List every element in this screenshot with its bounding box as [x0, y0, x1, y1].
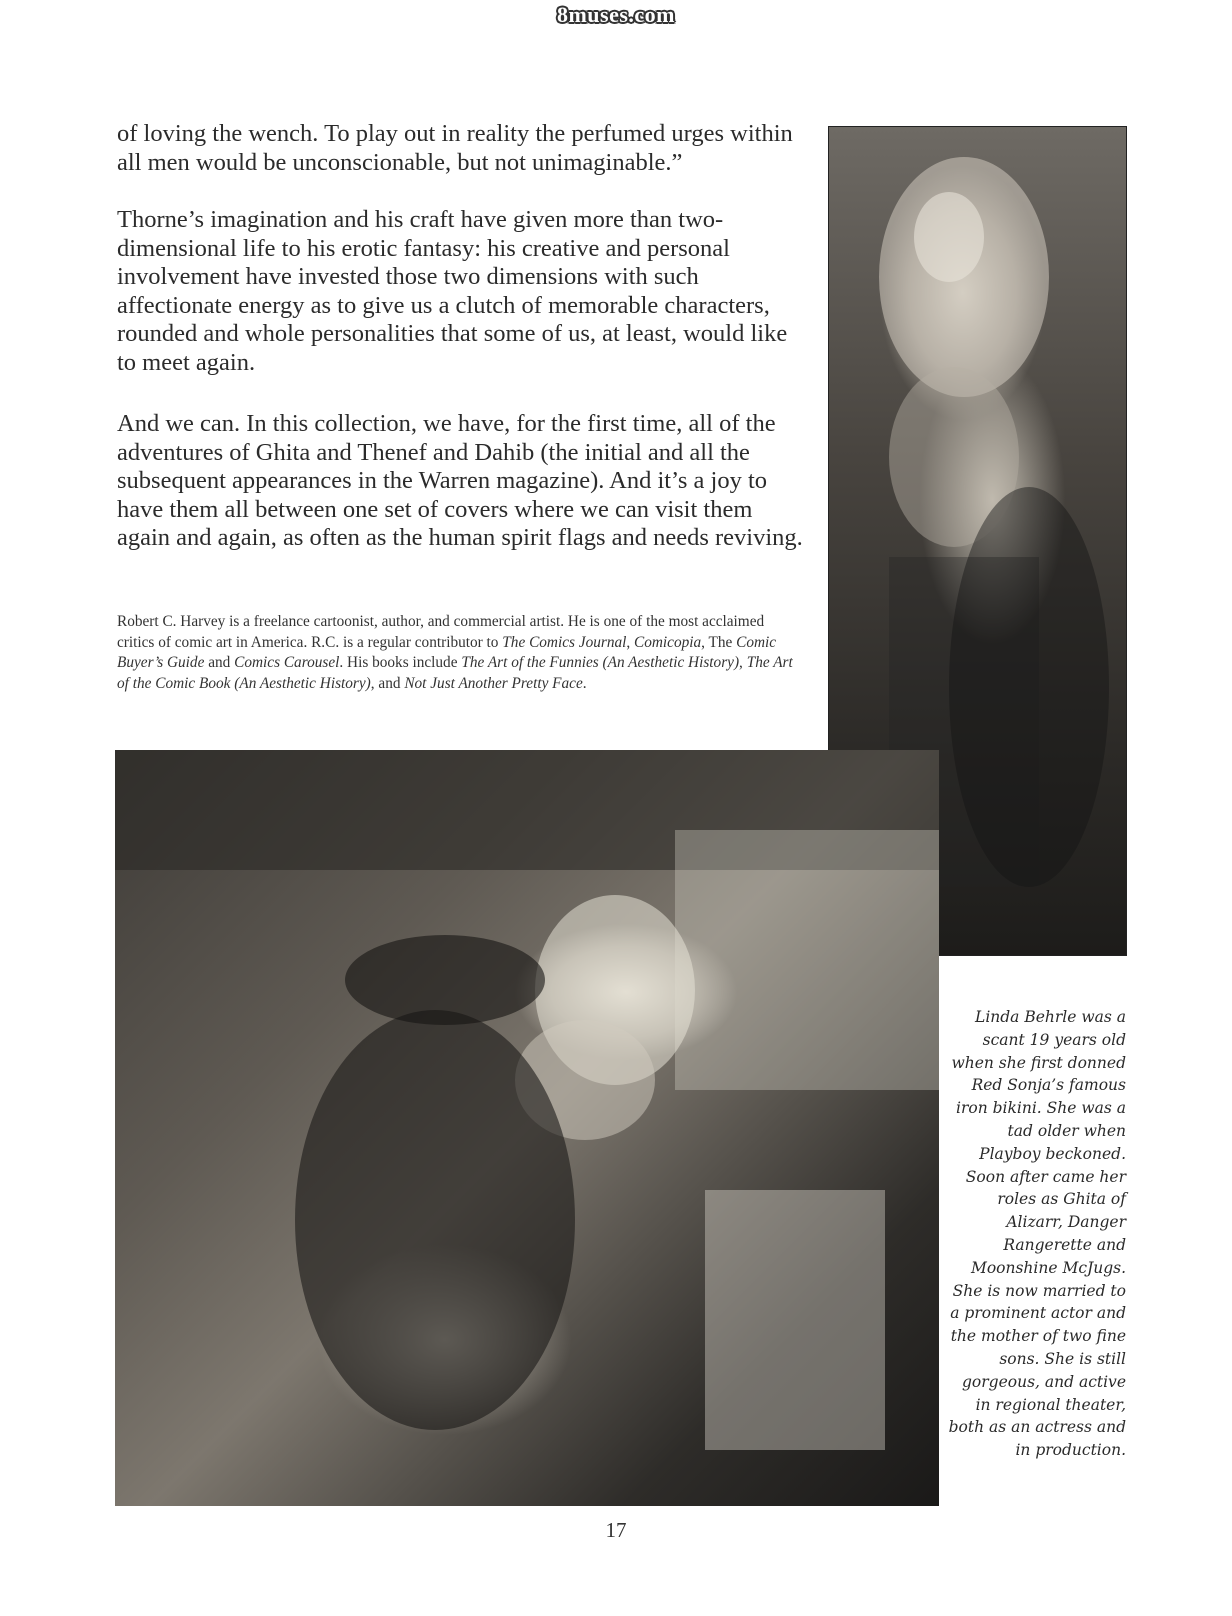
publication-title: Comics Carousel: [234, 654, 340, 671]
watermark: 8muses.com: [556, 2, 676, 27]
publication-title: The Comics Journal: [502, 633, 627, 651]
paragraph-3: And we can. In this collection, we have, for the first time, all of the adventures of Ghita and Thenef and Dahib (the initial and all the subsequent appearances in the Warren magazine). And it’s a joy to have them all between one set of covers where we can visit them again and again, as often as the human spirit flags and needs reviving.: [117, 410, 803, 551]
book-title: The Art of the Funnies (An Aesthetic History): [461, 654, 740, 671]
paragraph-1: of loving the wench. To play out in reality the perfumed urges within all men would be unconscionable, but not unimaginable.”: [117, 120, 793, 176]
page-number: 17: [605, 1518, 627, 1542]
publication-title: Comic Buyer’s Guide: [117, 633, 777, 671]
author-bio: Robert C. Harvey is a freelance cartoonist, author, and commercial artist. He is one of the most acclaimed critics of comic art in America. R.C. is a regular contributor to The Comics Journal, Comicopia, The Comic Buyer’s Guide and Comics Carousel. His books include The Art of the Funnies (An Aesthetic History), The Art of the Comic Book (An Aesthetic History), and Not Just Another Pretty Face.: [117, 613, 793, 692]
book-title: Not Just Another Pretty Face: [404, 674, 583, 692]
photo-artist-at-desk: [115, 750, 939, 1506]
publication-title: Comicopia: [634, 633, 702, 651]
photo-caption: Linda Behrle was a scant 19 years old when she first donned Red Sonja’s famous iron bikini. She was a tad older when Playboy beckoned. Soon after came her roles as Ghita of Alizarr, Danger Rangerette and Moonshine McJugs. She is now married to a prominent actor and the mother of two fine sons. She is still gorgeous, and active in regional theater, both as an actress and in production.: [948, 1008, 1126, 1460]
photo-placeholder-scene: [115, 750, 939, 1506]
book-title: The Art of the Comic Book (An Aesthetic History): [117, 654, 793, 692]
paragraph-2: Thorne’s imagination and his craft have given more than two-dimensional life to his erotic fantasy: his creative and personal involvement have invested those two dimensions with such affectionate energy as to give us a clutch of memorable characters, rounded and whole personalities that some of us, at least, would like to meet again.: [117, 206, 788, 376]
